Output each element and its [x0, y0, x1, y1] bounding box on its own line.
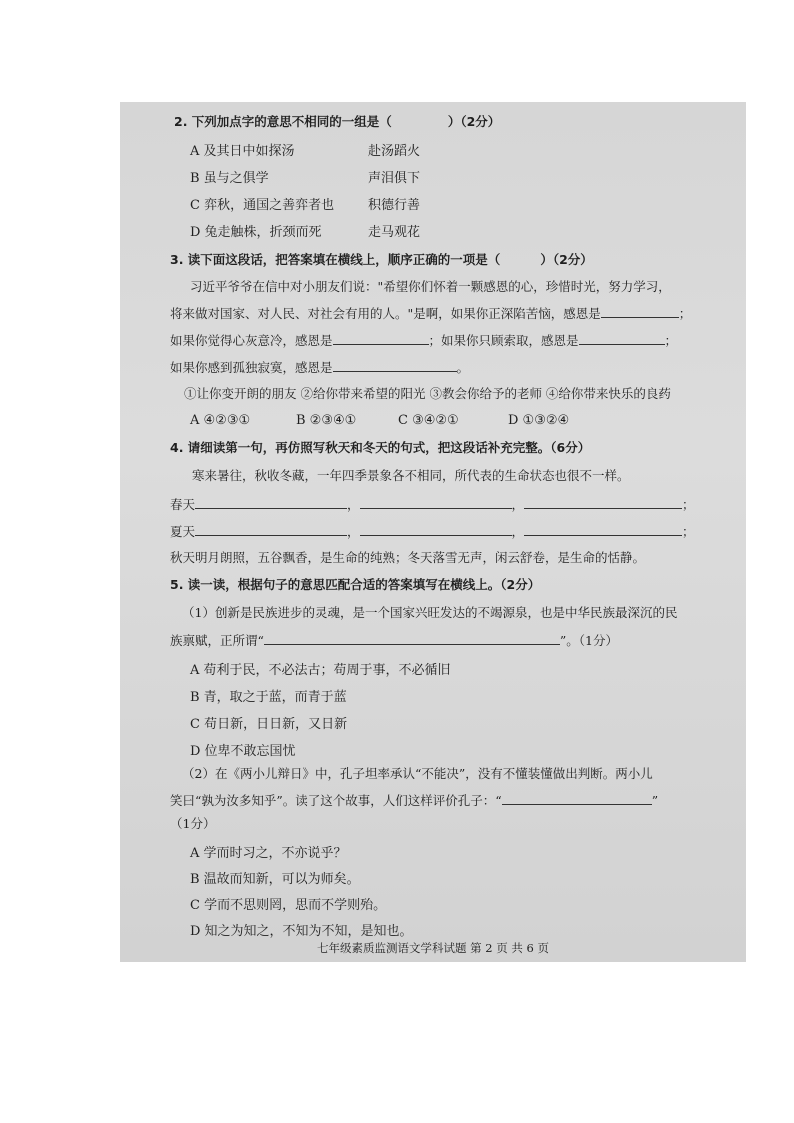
q5-s1c-text: ”。（1分） — [559, 633, 618, 648]
punct: ， — [347, 524, 360, 539]
q5-2-option-d: D 知之为知之，不知为不知，是知也。 — [190, 924, 413, 939]
q3-choices-line: ①让你变开朗的朋友 ②给你带来希望的阳光 ③教会你给予的老师 ④给你带来快乐的良药 — [184, 386, 671, 401]
q5-sentence-1-line-2 — [170, 632, 618, 649]
q4-spring-line — [170, 496, 695, 513]
punct: ， — [511, 524, 525, 539]
q2-score: ）（2分） — [447, 114, 501, 129]
question-3-stem — [170, 252, 593, 268]
answer-blank[interactable] — [333, 332, 429, 345]
punct: ” — [651, 793, 659, 808]
answer-blank[interactable] — [333, 359, 457, 372]
q3-score: ）（2分） — [540, 252, 593, 267]
q5-1-option-a: A 苟利于民，不必法古；苟周于事，不必循旧 — [190, 663, 451, 678]
question-5-stem: 5. 读一读，根据句子的意思匹配合适的答案填写在横线上。（2分） — [170, 577, 541, 592]
answer-blank[interactable] — [524, 523, 682, 536]
q5-1-option-d: D 位卑不敢忘国忧 — [190, 744, 296, 759]
answer-blank[interactable] — [264, 632, 560, 645]
q3-stem-text: 3. 读下面这段话，把答案填在横线上，顺序正确的一项是（ — [170, 252, 501, 267]
question-4-stem: 4. 请细读第一句，再仿照写秋天和冬天的句式，把这段话补充完整。（6分） — [170, 440, 591, 455]
punct: ， — [347, 497, 360, 512]
q2-option-a: A 及其日中如探汤 — [190, 144, 295, 159]
q5-2-option-b: B 温故而知新，可以为师矣。 — [190, 872, 360, 887]
answer-blank[interactable] — [195, 496, 347, 509]
q5-sentence-2-line-1: （2）在《两小儿辩日》中，孔子坦率承认“不能决”，没有不懂装懂做出判断。两小儿 — [182, 766, 653, 781]
answer-blank[interactable] — [360, 496, 512, 509]
answer-blank[interactable] — [502, 792, 652, 805]
answer-blank[interactable] — [601, 305, 679, 318]
punct: ， — [511, 497, 525, 512]
q5-s1b-text: 族禀赋，正所谓“ — [170, 633, 264, 648]
q3-p3b-text: ；如果你只顾索取，感恩是 — [428, 333, 579, 348]
q2-option-c-pair: 积德行善 — [368, 198, 421, 213]
q4-spring-label: 春天 — [170, 497, 196, 512]
q4-summer-line — [170, 523, 695, 540]
q3-option-a: A ④②③① — [190, 413, 251, 428]
answer-blank[interactable] — [579, 332, 665, 345]
q5-sentence-2-line-2 — [170, 792, 658, 809]
q2-option-b: B 虽与之俱学 — [190, 171, 269, 186]
q2-option-a-pair: 赴汤蹈火 — [368, 144, 421, 159]
q3-p4-text: 如果你感到孤独寂寞，感恩是 — [170, 360, 333, 375]
q3-paragraph-line-1: 习近平爷爷在信中对小朋友们说："希望你们怀着一颗感恩的心，珍惜时光，努力学习， — [190, 279, 671, 294]
question-2-stem — [174, 114, 500, 130]
q5-sentence-2-score: （1分） — [170, 816, 216, 831]
q3-p3a-text: 如果你觉得心灰意冷，感恩是 — [170, 333, 333, 348]
q5-2-option-c: C 学而不思则罔，思而不学则殆。 — [190, 898, 387, 913]
q3-paragraph-line-2 — [170, 305, 691, 322]
q2-option-b-pair: 声泪俱下 — [368, 171, 421, 186]
q3-option-c: C ③④②① — [398, 413, 459, 428]
q5-sentence-1-line-1: （1）创新是民族进步的灵魂，是一个国家兴旺发达的不竭源泉，也是中华民族最深沉的民 — [182, 605, 678, 620]
q3-p2-text: 将来做对国家、对人民、对社会有用的人。"是啊，如果你正深陷苦恼，感恩是 — [170, 306, 601, 321]
q5-2-option-a: A 学而时习之，不亦说乎？ — [190, 846, 347, 861]
q2-option-c: C 弈秋，通国之善弈者也 — [190, 198, 335, 213]
answer-blank[interactable] — [360, 523, 512, 536]
punct: ； — [678, 306, 692, 321]
q4-paragraph-line-1: 寒来暑往，秋收冬藏，一年四季景象各不相同，所代表的生命状态也很不一样。 — [192, 468, 630, 483]
q5-1-option-c: C 苟日新，日日新，又日新 — [190, 717, 348, 732]
q4-last-line: 秋天明月朗照，五谷飘香，是生命的纯熟；冬天落雪无声，闲云舒卷，是生命的恬静。 — [170, 550, 646, 565]
punct: ； — [664, 333, 678, 348]
q3-option-b: B ②③④① — [296, 413, 357, 428]
punct: 。 — [456, 360, 470, 375]
q5-1-option-b: B 青，取之于蓝，而青于蓝 — [190, 690, 347, 705]
q3-option-d: D ①③②④ — [508, 413, 570, 428]
q2-option-d-pair: 走马观花 — [368, 225, 421, 240]
q2-stem-text: 2. 下列加点字的意思不相同的一组是（ — [174, 114, 392, 129]
q4-summer-label: 夏天 — [170, 524, 196, 539]
exam-page — [120, 102, 746, 962]
punct: ； — [682, 524, 695, 539]
q3-paragraph-line-3 — [170, 332, 677, 349]
page-footer: 七年级素质监测语文学科试题 第 2 页 共 6 页 — [316, 941, 550, 955]
q5-s2b-text: 笑曰“孰为汝多知乎”。读了这个故事，人们这样评价孔子：“ — [170, 793, 502, 808]
q2-option-d: D 兔走触株，折颈而死 — [190, 225, 322, 240]
q3-paragraph-line-4 — [170, 359, 469, 376]
answer-blank[interactable] — [524, 496, 682, 509]
punct: ； — [682, 497, 695, 512]
answer-blank[interactable] — [195, 523, 347, 536]
